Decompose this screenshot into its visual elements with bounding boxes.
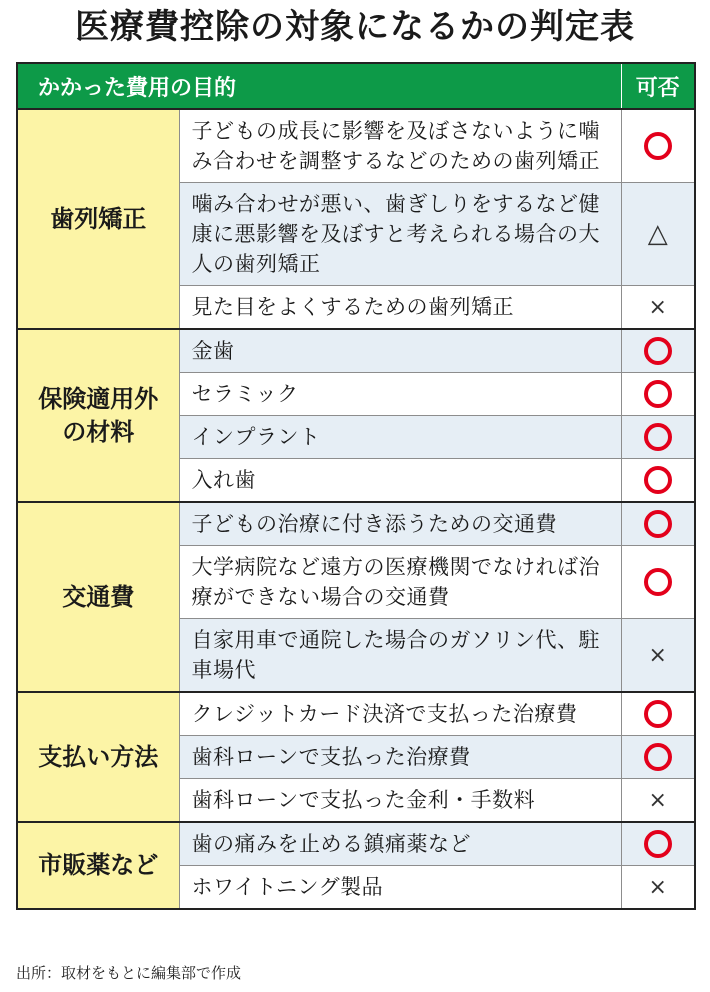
item-text: クレジットカード決済で支払った治療費 xyxy=(179,692,621,736)
item-text: 子どもの成長に影響を及ぼさないように噛み合わせを調整するなどのための歯列矯正 xyxy=(179,109,621,183)
item-text: 子どもの治療に付き添うための交通費 xyxy=(179,502,621,546)
circle-icon xyxy=(644,510,672,538)
category-label: 市販薬など xyxy=(38,851,159,879)
item-text: 歯の痛みを止める鎮痛薬など xyxy=(179,822,621,866)
category-cell xyxy=(17,822,179,909)
circle-icon xyxy=(644,830,672,858)
table-row xyxy=(17,692,695,736)
verdict-cell xyxy=(621,459,695,503)
item-text: 大学病院など遠方の医療機関でなければ治療ができない場合の交通費 xyxy=(179,546,621,619)
verdict-cell xyxy=(621,183,695,286)
item-text: 入れ歯 xyxy=(179,459,621,503)
item-text: インプラント xyxy=(179,416,621,459)
triangle-icon: △ xyxy=(647,219,668,249)
table-row xyxy=(17,329,695,373)
circle-icon xyxy=(644,132,672,160)
item-text: 歯科ローンで支払った治療費 xyxy=(179,736,621,779)
verdict-cell xyxy=(621,109,695,183)
verdict-header: 可否 xyxy=(621,63,695,109)
circle-icon xyxy=(644,337,672,365)
verdict-cell xyxy=(621,546,695,619)
purpose-header: かかった費用の目的 xyxy=(17,63,621,109)
item-text: 歯科ローンで支払った金利・手数料 xyxy=(179,779,621,823)
table-row xyxy=(17,109,695,183)
table-body xyxy=(17,109,695,909)
category-cell xyxy=(17,329,179,502)
category-cell xyxy=(17,109,179,329)
verdict-cell xyxy=(621,822,695,866)
circle-icon xyxy=(644,380,672,408)
verdict-cell xyxy=(621,736,695,779)
item-text: 見た目をよくするための歯列矯正 xyxy=(179,286,621,330)
judgement-table xyxy=(16,62,696,910)
table-header-row xyxy=(17,63,695,109)
cross-icon: × xyxy=(648,874,667,900)
category-cell xyxy=(17,502,179,692)
circle-icon xyxy=(644,743,672,771)
circle-icon xyxy=(644,700,672,728)
page-title: 医療費控除の対象になるかの判定表 xyxy=(75,7,635,47)
verdict-cell xyxy=(621,416,695,459)
verdict-cell xyxy=(621,779,695,823)
item-text: セラミック xyxy=(179,373,621,416)
item-text: ホワイトニング製品 xyxy=(179,866,621,910)
table-row xyxy=(17,822,695,866)
category-label: 歯列矯正 xyxy=(50,204,147,233)
cross-icon: × xyxy=(648,294,667,320)
category-label: 保険適用外の材料 xyxy=(38,384,159,446)
verdict-cell xyxy=(621,692,695,736)
verdict-cell xyxy=(621,286,695,330)
source-note: 出所：取材をもとに編集部で作成 xyxy=(16,964,242,982)
item-text: 自家用車で通院した場合のガソリン代、駐車場代 xyxy=(179,619,621,693)
table-row xyxy=(17,502,695,546)
item-text: 金歯 xyxy=(179,329,621,373)
verdict-cell xyxy=(621,329,695,373)
verdict-cell xyxy=(621,619,695,693)
category-label: 交通費 xyxy=(62,582,135,611)
verdict-cell xyxy=(621,502,695,546)
circle-icon xyxy=(644,466,672,494)
circle-icon xyxy=(644,568,672,596)
category-label: 支払い方法 xyxy=(38,742,159,771)
cross-icon: × xyxy=(648,642,667,668)
verdict-cell xyxy=(621,866,695,910)
item-text: 噛み合わせが悪い、歯ぎしりをするなど健康に悪影響を及ぼすと考えられる場合の大人の歯列矯正 xyxy=(179,183,621,286)
cross-icon: × xyxy=(648,787,667,813)
verdict-cell xyxy=(621,373,695,416)
circle-icon xyxy=(644,423,672,451)
category-cell xyxy=(17,692,179,822)
